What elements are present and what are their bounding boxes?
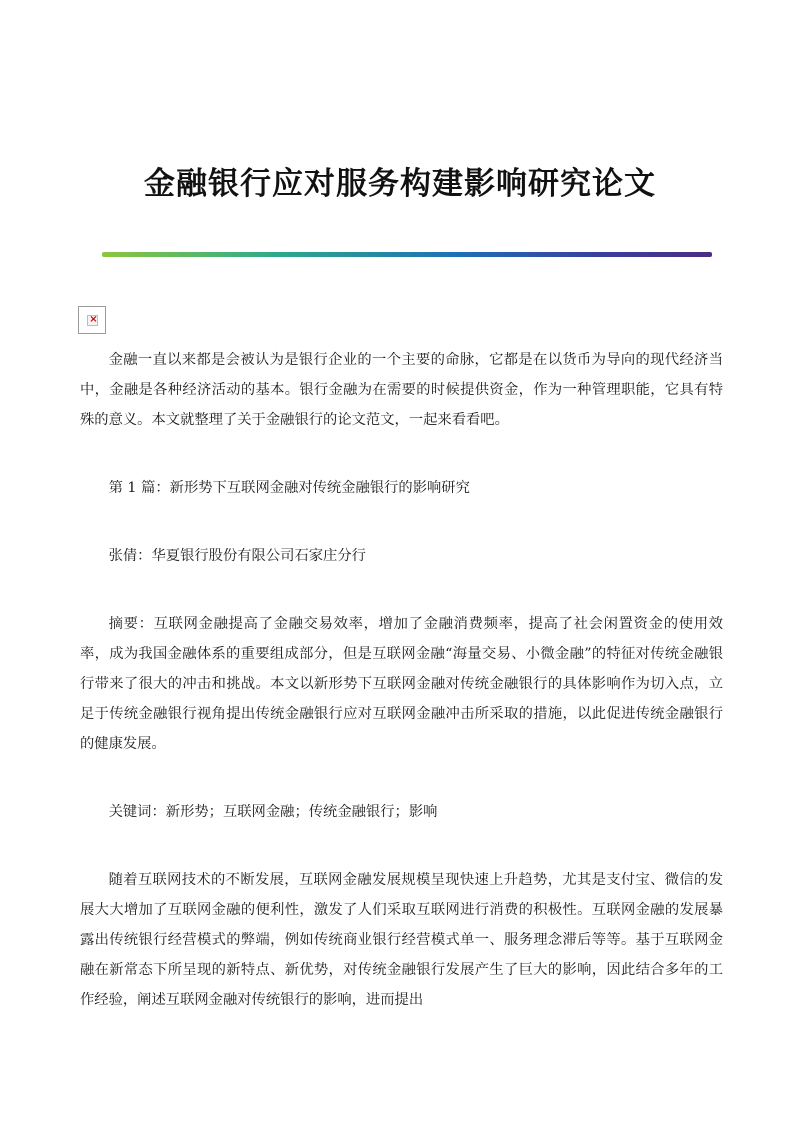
author-line: 张倩：华夏银行股份有限公司石家庄分行 xyxy=(108,548,366,564)
abstract-paragraph: 摘要：互联网金融提高了金融交易效率，增加了金融消费频率，提高了社会闲置资金的使用效率，成为我国金融体系的重要组成部分，但是互联网金融“海量交易、小微金融”的特征对传统金融银行带来了很大的冲击和挑战。本文以新形势下互联网金融对传统金融银行的具体影响作为切入点，立足于传统金融银行视角提出传统金融银行应对互联网金融冲击所采取的措施，以此促进传统金融银行的健康发展。 xyxy=(80,616,723,752)
image-placeholder-frame xyxy=(87,315,98,326)
chapter-heading: 第 1 篇：新形势下互联网金融对传统金融银行的影响研究 xyxy=(108,480,470,496)
intro-paragraph: 金融一直以来都是会被认为是银行企业的一个主要的命脉，它都是在以货币为导向的现代经济当中，金融是各种经济活动的基本。银行金融为在需要的时候提供资金，作为一种管理职能，它具有特殊的意义。本文就整理了关于金融银行的论文范文，一起来看看吧。 xyxy=(80,352,723,428)
title-underline xyxy=(102,252,712,257)
close-icon: × xyxy=(89,314,98,325)
document-body xyxy=(80,345,723,1015)
body-paragraph: 随着互联网技术的不断发展，互联网金融发展规模呈现快速上升趋势，尤其是支付宝、微信的发展大大增加了互联网金融的便利性，激发了人们采取互联网进行消费的积极性。互联网金融的发展暴露出传统银行经营模式的弊端，例如传统商业银行经营模式单一、服务理念滞后等等。基于互联网金融在新常态下所呈现的新特点、新优势，对传统金融银行发展产生了巨大的影响，因此结合多年的工作经验，阐述互联网金融对传统银行的影响，进而提出 xyxy=(80,872,723,1008)
page-title: 金融银行应对服务构建影响研究论文 xyxy=(144,166,656,202)
broken-image-icon xyxy=(78,306,106,334)
keywords-line: 关键词：新形势；互联网金融；传统金融银行；影响 xyxy=(108,804,438,820)
